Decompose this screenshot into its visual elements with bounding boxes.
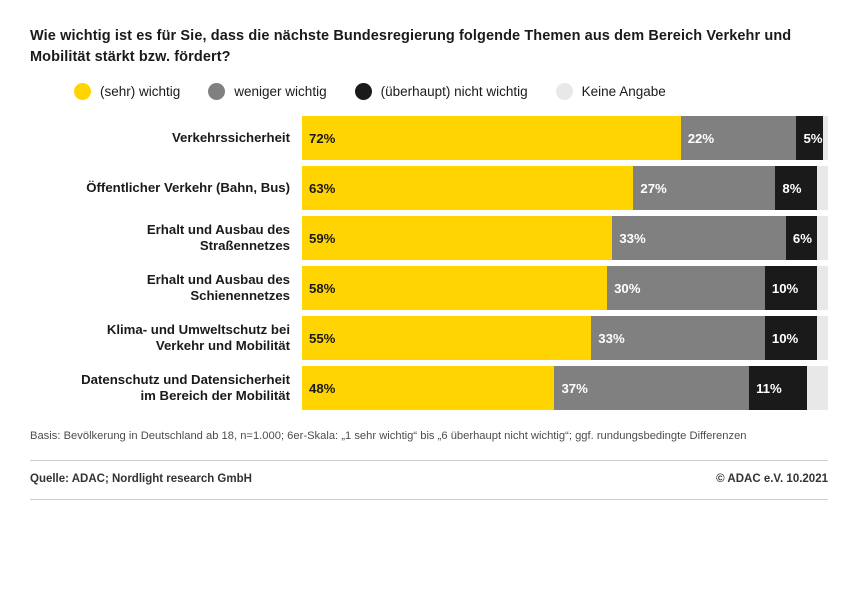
legend-swatch-icon — [208, 83, 225, 100]
divider-bottom — [30, 499, 828, 500]
segment-keine-angabe — [817, 216, 828, 260]
source-row — [30, 473, 828, 485]
segment-keine-angabe — [817, 166, 828, 210]
segment-nicht-wichtig: 10% — [765, 266, 818, 310]
chart-legend — [30, 83, 828, 100]
segment-wichtig: 58% — [302, 266, 607, 310]
legend-label: weniger wichtig — [234, 84, 327, 100]
chart-row — [30, 116, 828, 160]
row-label-line1: Öffentlicher Verkehr (Bahn, Bus) — [86, 179, 290, 195]
row-label-line1: Klima- und Umweltschutz bei — [106, 321, 290, 337]
row-label-line1: Verkehrssicherheit — [171, 129, 290, 145]
chart-row — [30, 316, 828, 360]
segment-weniger-wichtig: 22% — [681, 116, 797, 160]
row-label — [30, 316, 302, 360]
row-bar — [302, 216, 828, 260]
segment-weniger-wichtig: 27% — [633, 166, 775, 210]
legend-item-weniger-wichtig — [208, 83, 326, 100]
row-label — [30, 366, 302, 410]
row-label — [30, 116, 302, 160]
row-label-line1: Erhalt und Ausbau des — [146, 271, 290, 287]
legend-label: Keine Angabe — [581, 84, 666, 100]
legend-swatch-icon — [355, 83, 372, 100]
source-label: Quelle: ADAC; Nordlight research GmbH — [30, 472, 252, 485]
copyright-label: © ADAC e.V. 10.2021 — [716, 472, 828, 485]
legend-label: (überhaupt) nicht wichtig — [380, 84, 528, 100]
segment-wichtig: 48% — [302, 366, 554, 410]
page-title: Wie wichtig ist es für Sie, dass die nächste Bundesregierung folgende Themen aus dem Bereich Verkehr und Mobilität stärkt bzw. fördert? — [30, 28, 792, 65]
chart-row — [30, 266, 828, 310]
row-label-line2: Schienennetzes — [190, 288, 290, 304]
row-label — [30, 166, 302, 210]
row-label-line1: Erhalt und Ausbau des — [146, 221, 290, 237]
segment-wichtig: 72% — [302, 116, 681, 160]
row-bar — [302, 116, 828, 160]
row-bar — [302, 366, 828, 410]
chart-row — [30, 216, 828, 260]
segment-weniger-wichtig: 33% — [612, 216, 786, 260]
segment-wichtig: 63% — [302, 166, 633, 210]
segment-keine-angabe — [817, 266, 828, 310]
legend-item-nicht-wichtig — [355, 83, 528, 100]
divider — [30, 460, 828, 461]
legend-item-keine-angabe — [556, 83, 666, 100]
chart-row — [30, 366, 828, 410]
row-label-line1: Datenschutz und Datensicherheit — [81, 371, 290, 387]
chart-row — [30, 166, 828, 210]
row-label-line2: im Bereich der Mobilität — [140, 388, 290, 404]
segment-nicht-wichtig: 6% — [786, 216, 818, 260]
segment-nicht-wichtig: 8% — [775, 166, 817, 210]
row-bar — [302, 266, 828, 310]
row-label-line2: Verkehr und Mobilität — [155, 338, 290, 354]
segment-nicht-wichtig: 10% — [765, 316, 818, 360]
row-bar — [302, 166, 828, 210]
row-label-line2: Straßennetzes — [199, 238, 290, 254]
segment-wichtig: 59% — [302, 216, 612, 260]
row-label — [30, 266, 302, 310]
segment-keine-angabe — [807, 366, 828, 410]
legend-swatch-icon — [74, 83, 91, 100]
legend-swatch-icon — [556, 83, 573, 100]
segment-keine-angabe — [817, 316, 828, 360]
segment-nicht-wichtig: 5% — [796, 116, 822, 160]
chart-footnote: Basis: Bevölkerung in Deutschland ab 18, n=1.000; 6er-Skala: „1 sehr wichtig“ bis „6 überhaupt nicht wichtig“; ggf. rundungsbedingte Differenzen — [30, 430, 747, 443]
segment-weniger-wichtig: 30% — [607, 266, 765, 310]
legend-item-sehr-wichtig — [74, 83, 180, 100]
segment-keine-angabe — [823, 116, 828, 160]
row-label — [30, 216, 302, 260]
segment-nicht-wichtig: 11% — [749, 366, 807, 410]
segment-weniger-wichtig: 37% — [554, 366, 749, 410]
stacked-bar-chart — [30, 116, 828, 410]
segment-wichtig: 55% — [302, 316, 591, 360]
legend-label: (sehr) wichtig — [100, 84, 181, 100]
row-bar — [302, 316, 828, 360]
segment-weniger-wichtig: 33% — [591, 316, 765, 360]
